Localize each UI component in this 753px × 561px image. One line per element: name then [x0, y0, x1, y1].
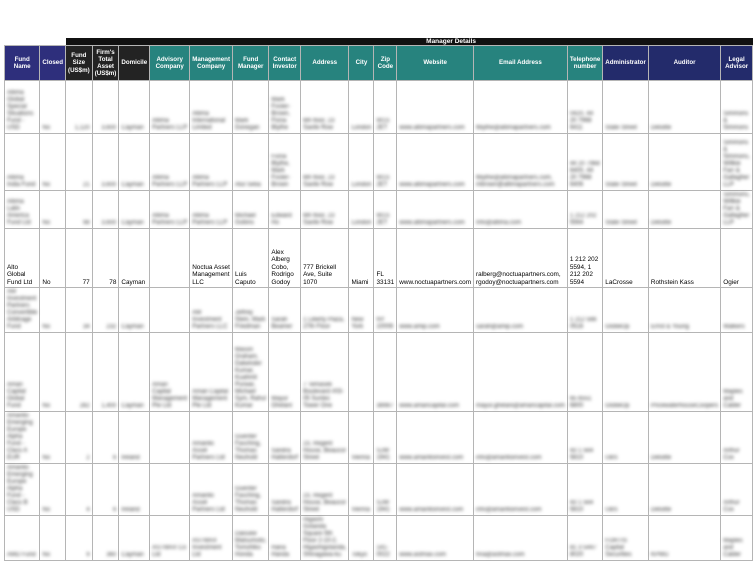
table-cell[interactable]: Deloitte: [648, 464, 720, 516]
table-cell[interactable]: Amarillo Asset Partners Ltd: [190, 412, 233, 464]
table-cell[interactable]: hna@astmax.com: [474, 516, 568, 561]
table-cell[interactable]: 44 20 7968 6400, 44 20 7968 6406: [567, 134, 602, 191]
table-cell[interactable]: London: [349, 134, 374, 191]
spreadsheet: [4, 38, 753, 561]
table-cell[interactable]: State Street: [603, 191, 649, 229]
table-cell[interactable]: Cayman: [119, 191, 150, 229]
table-cell[interactable]: Miami: [349, 229, 374, 288]
table-cell[interactable]: GlobeOp: [603, 288, 649, 333]
table-cell[interactable]: New York: [349, 288, 374, 333]
fund-table: [4, 38, 753, 561]
table-cell[interactable]: 34: [66, 288, 93, 333]
table-cell[interactable]: 6th floor, 23 Savile Row: [301, 81, 349, 134]
table-cell[interactable]: Jeffrey Stein, Mark Friedman: [233, 288, 269, 333]
column-header[interactable]: Auditor: [648, 46, 720, 81]
table-cell[interactable]: 282: [66, 333, 93, 412]
table-cell[interactable]: Cayman: [119, 134, 150, 191]
column-header[interactable]: Website: [397, 46, 474, 81]
column-header[interactable]: Telephone number: [567, 46, 602, 81]
table-cell[interactable]: Alto Global Fund Ltd: [5, 229, 40, 288]
column-header[interactable]: Fund Size (US$m): [66, 46, 93, 81]
column-header[interactable]: Legal Advisor: [721, 46, 753, 81]
table-cell[interactable]: Mason Graham, Dalwinder Kumar, Kuahmit Purwar, Michael Sym, Rahul Kumar: [233, 333, 269, 412]
table-cell[interactable]: 0420, 44 20 7968 6411: [567, 81, 602, 134]
table-cell[interactable]: Vienna: [349, 412, 374, 464]
table-cell[interactable]: Mayur Ghelani: [269, 333, 301, 412]
table-cell[interactable]: Amarillo Emerging Europe Alpha Fund - Class B USD: [5, 464, 40, 516]
table-cell[interactable]: ASTMAX Investment Ltd: [190, 516, 233, 561]
table-cell[interactable]: 4: [66, 464, 93, 516]
table-cell[interactable]: 77: [66, 229, 93, 288]
table-cell[interactable]: 43 1 564 5810: [567, 412, 602, 464]
table-cell[interactable]: Daisuke Matsumoto, Tomohiko Honda: [233, 516, 269, 561]
table-cell[interactable]: Amari Capital Management Pte Ltd: [190, 333, 233, 412]
table-row[interactable]: [5, 191, 753, 229]
table-cell[interactable]: 360: [92, 516, 119, 561]
column-header-row: [5, 46, 753, 81]
table-cell[interactable]: Ireland: [119, 412, 150, 464]
table-cell[interactable]: Deloitte: [648, 81, 720, 134]
table-cell[interactable]: Vienna: [349, 464, 374, 516]
table-cell[interactable]: Walkers: [721, 288, 753, 333]
table-cell[interactable]: Ernst & Young: [648, 288, 720, 333]
table-cell[interactable]: UBS: [603, 412, 649, 464]
table-cell[interactable]: Edward Ho: [269, 191, 301, 229]
column-header[interactable]: Contact Investor: [269, 46, 301, 81]
table-cell[interactable]: No: [40, 412, 66, 464]
table-cell[interactable]: Cayman: [119, 229, 150, 288]
table-cell[interactable]: Amari Capital Global Fund: [5, 333, 40, 412]
table-cell[interactable]: 141-0022: [374, 516, 397, 561]
table-cell[interactable]: Sarah Beamer: [269, 288, 301, 333]
table-cell[interactable]: NY 10006: [374, 288, 397, 333]
table-cell[interactable]: 65 6551 6800: [567, 333, 602, 412]
table-cell[interactable]: Altima International Limited: [190, 81, 233, 134]
table-cell[interactable]: info@amarilloinvest.com: [474, 412, 568, 464]
table-cell[interactable]: 1,400: [92, 333, 119, 412]
table-cell[interactable]: FORTIS Capital Securities: [603, 516, 649, 561]
table-cell[interactable]: [150, 229, 190, 288]
table-cell[interactable]: W1S 2ET: [374, 191, 397, 229]
column-header[interactable]: Zip Code: [374, 46, 397, 81]
table-cell[interactable]: Ireland: [119, 464, 150, 516]
table-cell[interactable]: No: [40, 191, 66, 229]
table-cell[interactable]: Altima Partners LLP: [150, 134, 190, 191]
table-cell[interactable]: Noctua Asset Management LLC: [190, 229, 233, 288]
table-cell[interactable]: Higashi Gotanda Square 5th Floor 2-10-2, Higashigotanda, Shinagawa-ku: [301, 516, 349, 561]
table-cell[interactable]: www.amaricapital.com: [397, 333, 474, 412]
table-cell[interactable]: www.amarilloinvest.com: [397, 464, 474, 516]
column-header[interactable]: Management Company: [190, 46, 233, 81]
table-cell[interactable]: Amari Capital Management Pte Ltd: [150, 333, 190, 412]
table-cell[interactable]: Alex Alberg Cobo, Rodrigo Godoy: [269, 229, 301, 288]
table-row[interactable]: [5, 516, 753, 561]
table-body: [5, 81, 753, 561]
table-cell[interactable]: [150, 288, 190, 333]
table-cell[interactable]: 3,600: [92, 81, 119, 134]
table-cell[interactable]: SJW 1941: [374, 412, 397, 464]
table-cell[interactable]: Cayman: [119, 333, 150, 412]
table-cell[interactable]: Simmons & Simmons, Willkie Farr & Gallagher LLP: [721, 134, 753, 191]
table-cell[interactable]: No: [40, 229, 66, 288]
table-row[interactable]: [5, 288, 753, 333]
table-cell[interactable]: LaCrosse: [603, 229, 649, 288]
table-cell[interactable]: State Street: [603, 134, 649, 191]
table-cell[interactable]: Deloitte: [648, 191, 720, 229]
table-row[interactable]: [5, 464, 753, 516]
table-cell[interactable]: Arthur Cox: [721, 412, 753, 464]
table-cell[interactable]: 1 212 202 5564: [567, 191, 602, 229]
table-cell[interactable]: London: [349, 81, 374, 134]
table-cell[interactable]: Hana Handa: [269, 516, 301, 561]
table-cell[interactable]: Deloitte: [648, 412, 720, 464]
table-cell[interactable]: Amarillo Asset Partners Ltd: [190, 464, 233, 516]
table-cell[interactable]: Altima Latin America Fund Ltd: [5, 191, 40, 229]
table-cell[interactable]: 78: [92, 229, 119, 288]
table-cell[interactable]: sarah@amip.com: [474, 288, 568, 333]
column-header[interactable]: Fund Manager: [233, 46, 269, 81]
table-cell[interactable]: Rothstein Kass: [648, 229, 720, 288]
table-cell[interactable]: 6th floor, 23 Savile Row: [301, 134, 349, 191]
table-cell[interactable]: 98: [66, 191, 93, 229]
group-header-manager-details: Manager Details: [150, 38, 753, 46]
table-cell[interactable]: 21: [66, 134, 93, 191]
table-cell[interactable]: Guenter Fasching, Thomas Neuhold: [233, 412, 269, 464]
table-cell[interactable]: SJW 1941: [374, 464, 397, 516]
table-cell[interactable]: KPMG: [648, 516, 720, 561]
table-cell[interactable]: fblythe@altimapartners.com, mbrown@altimapartners.com: [474, 134, 568, 191]
table-cell[interactable]: 23, Regent House, Beaucor Street: [301, 412, 349, 464]
table-cell[interactable]: Deloitte: [648, 134, 720, 191]
table-cell[interactable]: 23, Regent House, Beaucor Street: [301, 464, 349, 516]
table-cell[interactable]: Tokyo: [349, 516, 374, 561]
table-cell[interactable]: fblythe@altimapartners.com: [474, 81, 568, 134]
table-cell[interactable]: AM Investment Partners LLC: [190, 288, 233, 333]
table-cell[interactable]: Mark Donegan: [233, 81, 269, 134]
table-cell[interactable]: [150, 412, 190, 464]
table-cell[interactable]: State Street: [603, 81, 649, 134]
column-header[interactable]: Closed: [40, 46, 66, 81]
table-cell[interactable]: Sandra Hatterdorf: [269, 464, 301, 516]
column-header[interactable]: Address: [301, 46, 349, 81]
group-blank: [5, 38, 66, 46]
table-cell[interactable]: 1 Liberty Plaza, 27th Floor: [301, 288, 349, 333]
table-cell[interactable]: Cayman: [119, 288, 150, 333]
table-cell[interactable]: 1 212 202 5594, 1 212 202 5594: [567, 229, 602, 288]
table-cell[interactable]: Fiona Blythe, Mark Foster-Brown: [269, 134, 301, 191]
table-cell[interactable]: Arthur Cox: [721, 464, 753, 516]
table-cell[interactable]: www.altimapartners.com: [397, 81, 474, 134]
table-cell[interactable]: Atul Setia: [233, 134, 269, 191]
table-cell[interactable]: Mark Foster-Brown, Fiona Blythe: [269, 81, 301, 134]
table-row[interactable]: [5, 81, 753, 134]
table-row[interactable]: [5, 412, 753, 464]
table-cell[interactable]: 9: [66, 516, 93, 561]
table-cell[interactable]: www.amarilloinvest.com: [397, 412, 474, 464]
table-cell[interactable]: Cayman: [119, 81, 150, 134]
table-cell[interactable]: AMD Fund: [5, 516, 40, 561]
table-cell[interactable]: Maples and Calder: [721, 333, 753, 412]
table-cell[interactable]: W1S 2ET: [374, 81, 397, 134]
table-cell[interactable]: 3,600: [92, 191, 119, 229]
table-cell[interactable]: Altima Global Special Situations Fund - USD: [5, 81, 40, 134]
table-cell[interactable]: Ogier: [721, 229, 753, 288]
table-cell[interactable]: ASTMAX Co Ltd: [150, 516, 190, 561]
table-cell[interactable]: Luis Caputo: [233, 229, 269, 288]
table-cell[interactable]: 43 1 564 5810: [567, 464, 602, 516]
table-cell[interactable]: No: [40, 288, 66, 333]
table-cell[interactable]: www.amip.com: [397, 288, 474, 333]
table-cell[interactable]: London: [349, 191, 374, 229]
table-cell[interactable]: Cayman: [119, 516, 150, 561]
table-cell[interactable]: [150, 464, 190, 516]
table-cell[interactable]: www.altimapartners.com: [397, 134, 474, 191]
table-cell[interactable]: Info@altima.com: [474, 191, 568, 229]
table-cell[interactable]: Altima Partners LLP: [190, 191, 233, 229]
group-header-row: [5, 38, 753, 46]
table-row[interactable]: [5, 229, 753, 288]
table-cell[interactable]: Altima Partners LLP: [150, 81, 190, 134]
table-cell[interactable]: 6th floor, 23 Savile Row: [301, 191, 349, 229]
table-cell[interactable]: Altima India Fund: [5, 134, 40, 191]
table-cell[interactable]: 777 Brickell Ave, Suite 1070: [301, 229, 349, 288]
table-cell[interactable]: Altima Partners LLP: [150, 191, 190, 229]
table-cell[interactable]: [349, 333, 374, 412]
table-cell[interactable]: AM Investment Partners Convertible Arbitrage Fund: [5, 288, 40, 333]
table-cell[interactable]: PricewaterhouseCoopers: [648, 333, 720, 412]
table-cell[interactable]: Guenter Fasching, Thomas Neuhold: [233, 464, 269, 516]
column-header[interactable]: Domicile: [119, 46, 150, 81]
table-cell[interactable]: www.altimapartners.com: [397, 191, 474, 229]
table-cell[interactable]: 3,600: [92, 134, 119, 191]
table-cell[interactable]: 6: [92, 464, 119, 516]
column-header[interactable]: Administrator: [603, 46, 649, 81]
table-cell[interactable]: No: [40, 81, 66, 134]
table-cell[interactable]: info@amarilloinvest.com: [474, 464, 568, 516]
group-fill: [66, 38, 150, 46]
table-row[interactable]: [5, 134, 753, 191]
column-header[interactable]: City: [349, 46, 374, 81]
table-cell[interactable]: W1S 2ET: [374, 134, 397, 191]
table-row[interactable]: [5, 333, 753, 412]
table-cell[interactable]: No: [40, 333, 66, 412]
table-cell[interactable]: No: [40, 464, 66, 516]
table-cell[interactable]: FL 33131: [374, 229, 397, 288]
table-cell[interactable]: 232: [92, 288, 119, 333]
table-cell[interactable]: 1,120: [66, 81, 93, 134]
table-cell[interactable]: Amarillo Emerging Europe Alpha Fund - Class A EUR: [5, 412, 40, 464]
table-cell[interactable]: GlobeOp: [603, 333, 649, 412]
table-cell[interactable]: No: [40, 134, 66, 191]
table-cell[interactable]: Simmons & Simmons: [721, 81, 753, 134]
table-cell[interactable]: Altima Partners LLP: [190, 134, 233, 191]
table-cell[interactable]: Maples and Calder: [721, 516, 753, 561]
table-cell[interactable]: www.noctuapartners.com: [397, 229, 474, 288]
table-cell[interactable]: 2: [66, 412, 93, 464]
table-cell[interactable]: www.astmax.com: [397, 516, 474, 561]
column-header[interactable]: Advisory Company: [150, 46, 190, 81]
table-cell[interactable]: 1 212 566 0516: [567, 288, 602, 333]
table-cell[interactable]: 38987: [374, 333, 397, 412]
table-cell[interactable]: mayur.ghelani@amaricapital.com: [474, 333, 568, 412]
column-header[interactable]: Email Address: [474, 46, 568, 81]
table-cell[interactable]: 6: [92, 412, 119, 464]
column-header[interactable]: Firm's Total Asset (US$m): [92, 46, 119, 81]
table-cell[interactable]: Michael Gobins: [233, 191, 269, 229]
table-cell[interactable]: Sandra Hatterdorf: [269, 412, 301, 464]
column-header[interactable]: Fund Name: [5, 46, 40, 81]
table-cell[interactable]: 81 3 5447 8020: [567, 516, 602, 561]
table-cell[interactable]: No: [40, 516, 66, 561]
table-cell[interactable]: UBS: [603, 464, 649, 516]
table-cell[interactable]: ralberg@noctuapartners.com, rgodoy@noctuapartners.com: [474, 229, 568, 288]
table-cell[interactable]: 7 Temasek Boulevard #03-05 Suntec Tower One: [301, 333, 349, 412]
table-cell[interactable]: Simmons, Willkie Farr & Gallagher LLP: [721, 191, 753, 229]
